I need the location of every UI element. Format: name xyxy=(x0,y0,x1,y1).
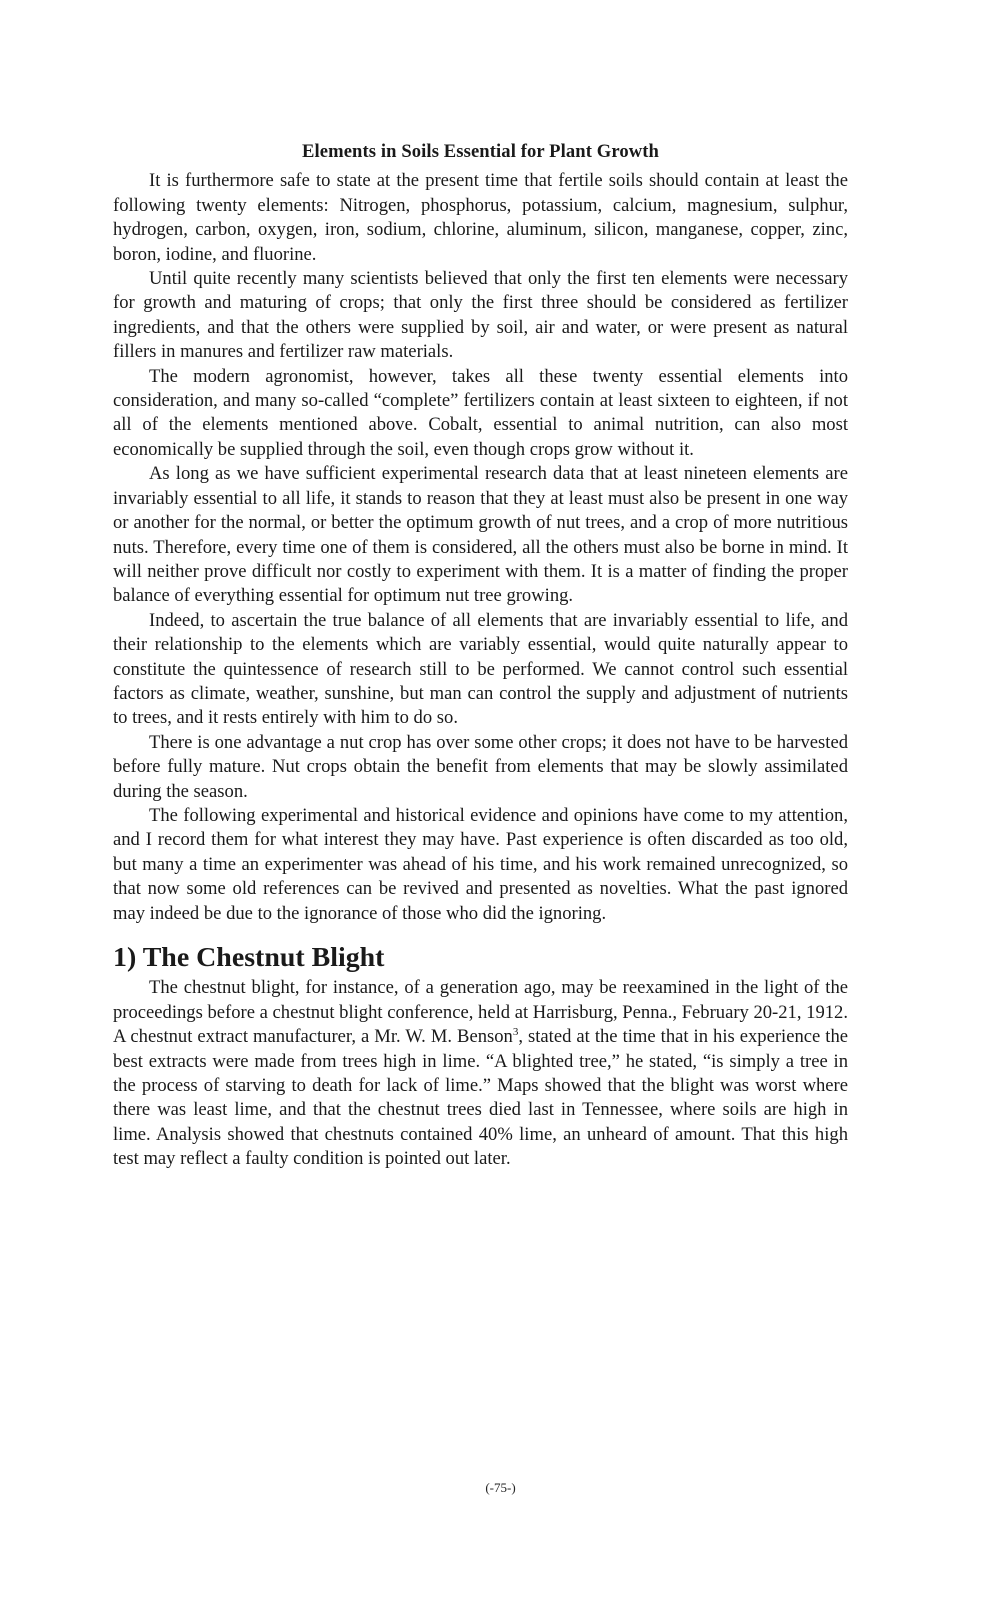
paragraph-4: As long as we have sufficient experimental research data that at least nineteen elements are invariably essential to all life, it stands to reason that they at least must also be present in one way or another for the normal, or better the optimum growth of nut trees, and a crop of more nutritious nuts. Therefore, every time one of them is considered, all the others must also be borne in mind. It will neither prove difficult nor costly to experiment with them. It is a matter of finding the proper balance of everything essential for optimum nut tree growing. xyxy=(113,463,848,607)
section-text-part-1: The chestnut blight, for instance, of a generation ago, may be reexamined in the light of the proceedings before a chestnut blight conference, held at Harrisburg, Penna., February 20-21, 1912. A chestnut extract manufacturer, a Mr. W. M. Benson xyxy=(113,977,848,1048)
paragraph-7: The following experimental and historical evidence and opinions have come to my attention, and I record them for what interest they may have. Past experience is often discarded as too old, but many a time an experimenter was ahead of his time, and his work remained unrecognized, so that now some old references can be revived and presented as novelties. What the past ignored may indeed be due to the ignorance of those who did the ignoring. xyxy=(113,804,848,924)
paragraph-1: It is furthermore safe to state at the present time that fertile soils should contain at least the following twenty elements: Nitrogen, phosphorus, potassium, calcium, magnesium, sulphur, hydrogen, carbon, oxygen, iron, sodium, chlorine, aluminum, silicon, manganese, copper, zinc, boron, iodine, and fluorine. xyxy=(113,170,848,265)
paragraph-6: There is one advantage a nut crop has over some other crops; it does not have to be harvested before fully mature. Nut crops obtain the benefit from elements that may be slowly assimilated during the season. xyxy=(113,731,848,802)
section-paragraph xyxy=(113,976,848,1171)
paragraph-3: The modern agronomist, however, takes all these twenty essential elements into consideration, and many so-called “complete” fertilizers contain at least sixteen to eighteen, if not all of the elements mentioned above. Cobalt, essential to animal nutrition, can also most economically be supplied through the soil, even though crops grow without it. xyxy=(113,365,848,460)
paragraph-2: Until quite recently many scientists believed that only the first ten elements were necessary for growth and maturing of crops; that only the first three should be considered as fertilizer ingredients, and that the others were supplied by soil, air and water, or were present as natural fillers in manures and fertilizer raw materials. xyxy=(113,268,848,363)
document-page xyxy=(113,140,848,1172)
section-text-part-2: , stated at the time that in his experience the best extracts were made from trees high in lime. “A blighted tree,” he stated, “is simply a tree in the process of starving to death for lack of lime.” Maps showed that the blight was worst where there was least lime, and that the chestnut trees died last in Tennessee, where soils are high in lime. Analysis showed that chestnuts contained 40% lime, an unheard of amount. That this high test may reflect a faulty condition is pointed out later. xyxy=(113,1026,849,1170)
footnote-reference: 3 xyxy=(512,1026,519,1039)
section-heading: 1) The Chestnut Blight xyxy=(113,942,385,973)
paragraph-5: Indeed, to ascertain the true balance of all elements that are invariably essential to life, and their relationship to the elements which are variably essential, would quite naturally appear to constitute the quintessence of research still to be performed. We cannot control such essential factors as climate, weather, sunshine, but man can control the supply and adjustment of nutrients to trees, and it rests entirely with him to do so. xyxy=(113,609,848,729)
page-number: (-75-) xyxy=(485,1480,516,1495)
page-title: Elements in Soils Essential for Plant Growth xyxy=(301,141,660,162)
